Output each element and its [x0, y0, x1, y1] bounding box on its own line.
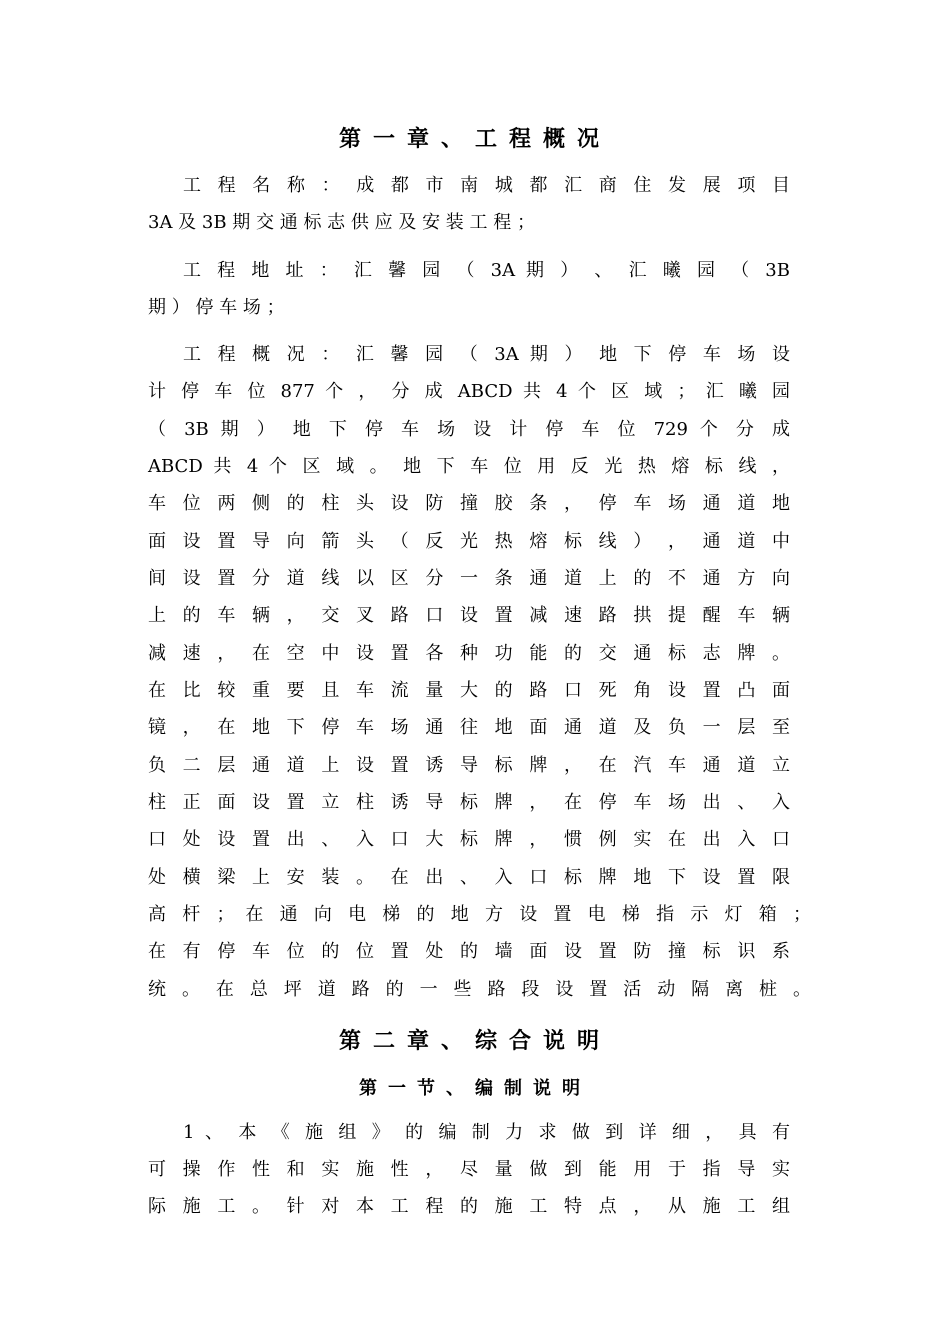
overview-line-1: 工 程 概 况 ： 汇 馨 园 （ 3A 期 ） 地 下 停 车 场 设 [183, 344, 790, 365]
overview-line-10: 在 比 较 重 要 且 车 流 量 大 的 路 口 死 角 设 置 凸 面 [148, 680, 790, 701]
overview-line-16: 高 杆 ； 在 通 向 电 梯 的 地 方 设 置 电 梯 指 示 灯 箱 ； [148, 904, 811, 925]
overview-line-14: 口 处 设 置 出 、 入 口 大 标 牌 ， 惯 例 实 在 出 入 口 [148, 829, 790, 850]
overview-line-2: 计 停 车 位 877 个 ， 分 成 ABCD 共 4 个 区 域 ； 汇 曦 园 [148, 381, 790, 402]
compilation-line-2: 可 操 作 性 和 实 施 性 ， 尽 量 做 到 能 用 于 指 导 实 [148, 1159, 790, 1180]
overview-line-12: 负 二 层 通 道 上 设 置 诱 导 标 牌 ， 在 汽 车 通 道 立 [148, 755, 790, 776]
compilation-line-1: 1 、 本 《 施 组 》 的 编 制 力 求 做 到 详 细 ， 具 有 [183, 1122, 790, 1143]
overview-line-6: 面 设 置 导 向 箭 头 （ 反 光 热 熔 标 线 ） ， 通 道 中 [148, 531, 790, 552]
overview-line-8: 上 的 车 辆 ， 交 叉 路 口 设 置 减 速 路 拱 提 醒 车 辆 [148, 605, 790, 626]
compilation-line-3: 际 施 工 。 针 对 本 工 程 的 施 工 特 点 ， 从 施 工 组 [148, 1196, 790, 1217]
overview-line-9: 减 速 ， 在 空 中 设 置 各 种 功 能 的 交 通 标 志 牌 。 [148, 643, 790, 664]
overview-line-18: 统 。 在 总 坪 道 路 的 一 些 路 段 设 置 活 动 隔 离 桩 。 [148, 979, 811, 1000]
section-1-title: 第一节、编制说明 [359, 1078, 591, 1099]
project-name-line-2: 3A 及 3B 期 交 通 标 志 供 应 及 安 装 工 程 ； [148, 212, 535, 233]
chapter-2-title: 第二章、综合说明 [338, 1028, 611, 1054]
overview-line-4: ABCD 共 4 个 区 域 。 地 下 车 位 用 反 光 热 熔 标 线 ， [148, 456, 790, 477]
overview-line-15: 处 横 梁 上 安 装 。 在 出 、 入 口 标 牌 地 下 设 置 限 [148, 867, 790, 888]
chapter-1-title: 第一章、工程概况 [338, 126, 611, 152]
project-address-line-2: 期 ） 停 车 场 ； [148, 297, 285, 318]
overview-line-11: 镜 ， 在 地 下 停 车 场 通 往 地 面 通 道 及 负 一 层 至 [148, 717, 790, 738]
overview-line-5: 车 位 两 侧 的 柱 头 设 防 撞 胶 条 ， 停 车 场 通 道 地 [148, 493, 790, 514]
overview-line-17: 在 有 停 车 位 的 位 置 处 的 墙 面 设 置 防 撞 标 识 系 [148, 941, 790, 962]
overview-line-13: 柱 正 面 设 置 立 柱 诱 导 标 牌 ， 在 停 车 场 出 、 入 [148, 792, 790, 813]
project-name-line-1: 工 程 名 称 ： 成 都 市 南 城 都 汇 商 住 发 展 项 目 [183, 175, 790, 196]
project-address-line-1: 工 程 地 址 ： 汇 馨 园 （ 3A 期 ） 、 汇 曦 园 （ 3B [183, 260, 790, 281]
overview-line-3: （ 3B 期 ） 地 下 停 车 场 设 计 停 车 位 729 个 分 成 [148, 419, 790, 440]
overview-line-7: 间 设 置 分 道 线 以 区 分 一 条 通 道 上 的 不 通 方 向 [148, 568, 790, 589]
